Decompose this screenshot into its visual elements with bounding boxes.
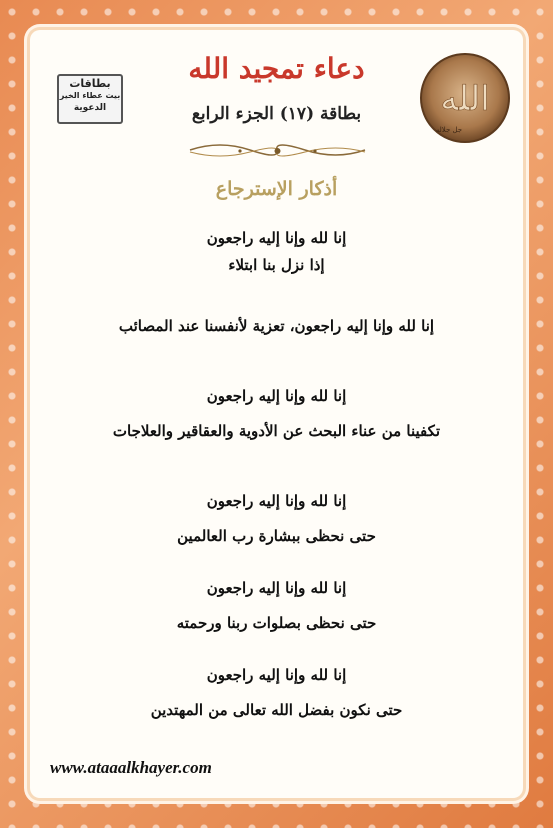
dua-line: إنا لله وإنا إليه راجعون [206, 229, 347, 247]
dua-line: حتى نحظى بصلوات ربنا ورحمته [176, 614, 377, 632]
dua-lines [45, 225, 508, 724]
card-subtitle: بطاقة (١٧) الجزء الرابع [191, 104, 362, 124]
dua-line: حتى نحظى ببشارة رب العالمين [177, 527, 376, 545]
logo-caption: جل جلاله [435, 126, 463, 134]
dua-line: إذا نزل بنا ابتلاء [228, 256, 325, 274]
dua-line: إنا لله وإنا إليه راجعون [206, 492, 347, 510]
website-link[interactable]: www.ataaalkhayer.com [50, 758, 212, 777]
dua-line: تكفينا من عناء البحث عن الأدوية والعقاقير والعلاجات [112, 422, 441, 440]
dua-line: إنا لله وإنا إليه راجعون، تعزية لأنفسنا عند المصائب [118, 317, 435, 335]
dua-line: إنا لله وإنا إليه راجعون [206, 666, 347, 684]
dua-line: حتى نكون بفضل الله تعالى من المهتدين [150, 701, 403, 719]
badge-line-1: بطاقات [69, 77, 111, 90]
ornament-divider [180, 140, 375, 160]
logo-text: الله [440, 79, 490, 119]
page-title: دعاء تمجيد الله [188, 52, 365, 85]
section-title: أذكار الإسترجاع [215, 178, 338, 200]
badge-line-2: بيت عطاء الخير [59, 91, 121, 100]
dua-line: إنا لله وإنا إليه راجعون [206, 579, 347, 597]
dua-line: إنا لله وإنا إليه راجعون [206, 387, 347, 405]
badge-line-3: الدعوية [73, 103, 107, 113]
